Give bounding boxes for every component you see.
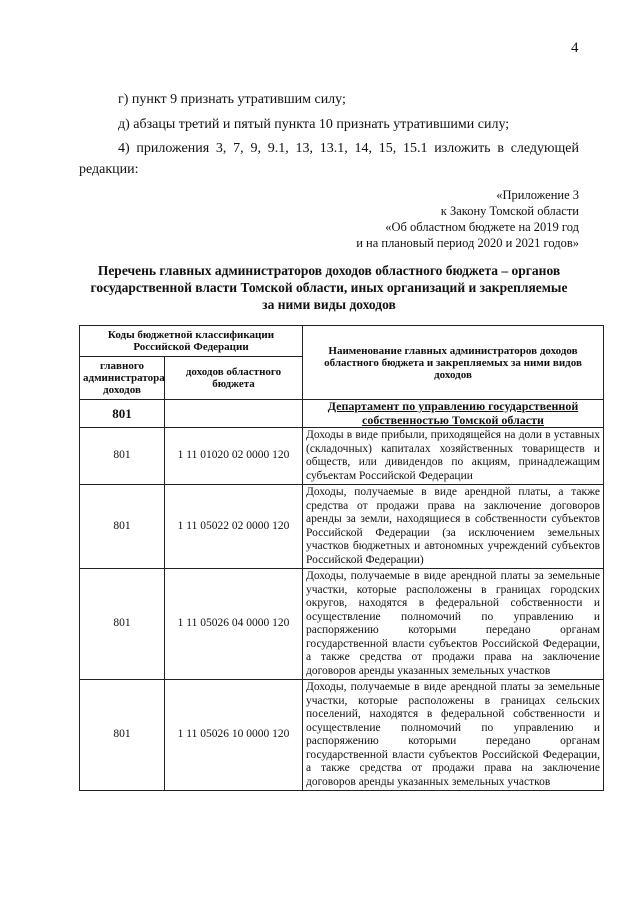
department-revenue-code <box>165 400 303 428</box>
document-title <box>79 262 579 313</box>
department-name-text: Департамент по управлению государственной собственностью Томской области <box>327 399 579 427</box>
header-classification-codes: Коды бюджетной классификации Российской Федерации <box>80 326 303 357</box>
row-revenue-code: 1 11 05022 02 0000 120 <box>165 485 303 569</box>
header-admin-code: главного администратора доходов <box>80 357 165 400</box>
appendix-header-line: к Закону Томской области <box>440 204 579 218</box>
table-row <box>80 428 604 485</box>
revenue-administrators-table <box>79 325 604 791</box>
header-name: Наименование главных администраторов доходов областного бюджета и закрепляемых за ними видов доходов <box>303 326 604 400</box>
row-revenue-name: Доходы в виде прибыли, приходящейся на доли в уставных (складочных) капиталах хозяйственных товариществ и обществ, или дивидендов по акциям, принадлежащим субъектам Российской Федерации <box>303 428 604 485</box>
department-name <box>303 400 604 428</box>
row-admin-code: 801 <box>80 569 165 680</box>
row-revenue-code: 1 11 05026 10 0000 120 <box>165 680 303 791</box>
appendix-header-line: «Приложение 3 <box>496 188 579 202</box>
appendix-header-line: и на плановый период 2020 и 2021 годов» <box>356 236 579 250</box>
amendment-item-g: г) пункт 9 признать утратившим силу; <box>118 92 346 107</box>
table-header-row <box>80 326 604 357</box>
amendment-item-d: д) абзацы третий и пятый пункта 10 признать утратившими силу; <box>118 117 510 132</box>
table-row <box>80 569 604 680</box>
row-revenue-name: Доходы, получаемые в виде арендной платы за земельные участки, которые расположены в границах сельских поселений, находятся в федеральной собственности и осуществление полномочий по управлению и распоряжению которыми передано органам государственной власти субъектов Российской Федерации, а также средства от продажи права на заключение договоров аренды указанных земельных участков <box>303 680 604 791</box>
title-line: государственной власти Томской области, иных организаций и закрепляемые <box>90 280 568 295</box>
row-admin-code: 801 <box>80 680 165 791</box>
row-admin-code: 801 <box>80 485 165 569</box>
header-revenue-code: доходов областного бюджета <box>165 357 303 400</box>
appendix-header-line: «Об областном бюджете на 2019 год <box>385 220 579 234</box>
row-revenue-name: Доходы, получаемые в виде арендной платы за земельные участки, которые расположены в границах городских округов, находятся в федеральной собственности и осуществление полномочий по управлению и распоряжению которыми передано органам государственной власти субъектов Российской Федерации, а также средства от продажи права на заключение договоров аренды указанных земельных участков <box>303 569 604 680</box>
title-line: за ними виды доходов <box>262 297 396 312</box>
row-revenue-name: Доходы, получаемые в виде арендной платы, а также средства от продажи права на заключение договоров аренды за земли, находящиеся в собственности субъектов Российской Федерации (за исключением земельных участков бюджетных и автономных учреждений субъектов Российской Федерации) <box>303 485 604 569</box>
amendment-item-4-continuation: редакции: <box>79 162 139 177</box>
row-admin-code: 801 <box>80 428 165 485</box>
title-line: Перечень главных администраторов доходов областного бюджета – органов <box>97 263 561 278</box>
page-number: 4 <box>571 40 579 56</box>
row-revenue-code: 1 11 05026 04 0000 120 <box>165 569 303 680</box>
department-admin-code: 801 <box>80 400 165 428</box>
department-row <box>80 400 604 428</box>
appendix-header <box>356 187 579 251</box>
table-row <box>80 680 604 791</box>
table-row <box>80 485 604 569</box>
amendment-item-4: 4) приложения 3, 7, 9, 9.1, 13, 13.1, 14, 15, 15.1 изложить в следующей <box>118 141 579 156</box>
row-revenue-code: 1 11 01020 02 0000 120 <box>165 428 303 485</box>
